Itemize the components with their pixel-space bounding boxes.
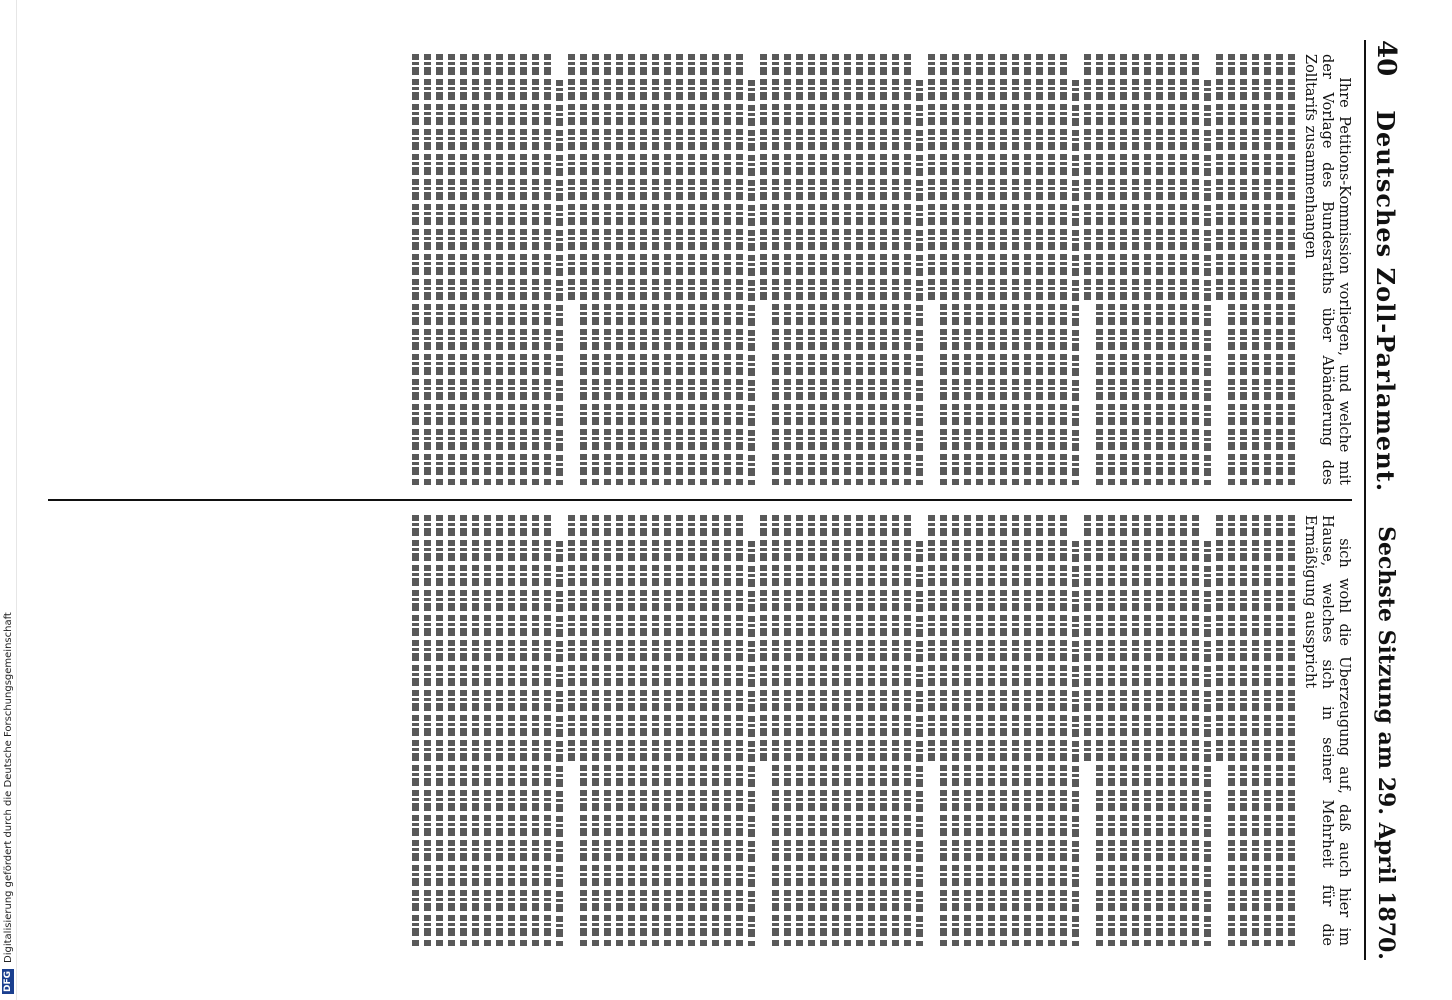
text-line — [1144, 515, 1151, 946]
text-line — [1132, 54, 1139, 485]
text-line — [904, 54, 911, 485]
text-line — [652, 54, 659, 485]
text-line — [448, 515, 455, 946]
text-line — [1288, 515, 1295, 946]
text-line — [976, 515, 983, 946]
text-line — [724, 515, 731, 946]
text-line — [796, 515, 803, 946]
text-line — [436, 54, 443, 485]
text-line — [964, 515, 971, 946]
text-line — [1264, 54, 1271, 485]
text-line — [724, 54, 731, 485]
text-line — [868, 54, 875, 485]
text-line — [1000, 515, 1007, 946]
text-line — [1048, 54, 1055, 485]
text-line — [460, 515, 467, 946]
text-line — [1156, 54, 1163, 485]
text-line — [556, 80, 563, 485]
text-line — [844, 54, 851, 485]
column-left — [48, 40, 1352, 499]
text-line — [472, 54, 479, 485]
text-line — [904, 515, 911, 946]
text-line — [1000, 54, 1007, 485]
text-line — [1288, 54, 1295, 485]
text-line — [1120, 54, 1127, 485]
text-line — [1036, 515, 1043, 946]
text-line — [1024, 515, 1031, 946]
text-line — [988, 54, 995, 485]
text-line — [448, 54, 455, 485]
text-line — [808, 54, 815, 485]
text-line — [760, 515, 767, 765]
text-line — [796, 54, 803, 485]
text-line — [1240, 54, 1247, 485]
digitization-credit-strip — [0, 0, 17, 1000]
text-line — [892, 54, 899, 485]
text-line — [412, 515, 419, 946]
text-line — [880, 515, 887, 946]
text-line — [520, 54, 527, 485]
text-line — [1084, 54, 1091, 304]
text-line — [1216, 54, 1223, 304]
text-line — [664, 54, 671, 485]
text-line — [508, 54, 515, 485]
text-line — [1276, 54, 1283, 485]
text-line — [412, 54, 419, 485]
text-line — [1108, 54, 1115, 485]
text-line — [688, 515, 695, 946]
text-line — [832, 515, 839, 946]
text-line — [856, 515, 863, 946]
text-line — [568, 54, 575, 304]
text-line — [976, 54, 983, 485]
text-line — [1096, 515, 1103, 946]
text-line — [1012, 54, 1019, 485]
text-line — [532, 54, 539, 485]
text-line — [1204, 541, 1211, 946]
text-line — [496, 515, 503, 946]
column-right — [48, 501, 1352, 960]
text-line — [1024, 54, 1031, 485]
digitization-credit-text: Digitalisierung gefördert durch die Deutsche Forschungsgemeinschaft — [2, 612, 14, 963]
text-line — [964, 54, 971, 485]
text-line — [1144, 54, 1151, 485]
text-line — [868, 515, 875, 946]
text-line — [1156, 515, 1163, 946]
text-line — [1168, 54, 1175, 485]
text-line — [988, 515, 995, 946]
text-line — [532, 515, 539, 946]
text-line — [856, 54, 863, 485]
text-line — [1276, 515, 1283, 946]
text-line — [1180, 515, 1187, 946]
text-line — [1252, 515, 1259, 946]
column-right-opening: sich wohl die Überzeugung auf, daß auch hier im Hause, welches sich in seiner Mehrheit für die Ermäßigung ausspricht — [1302, 515, 1352, 946]
rotated-page-content — [18, 0, 1452, 1000]
page-number: 40 — [1371, 40, 1401, 77]
session-date: Sechste Sitzung am 29. April 1870. — [1373, 526, 1399, 960]
text-line — [652, 515, 659, 946]
text-line — [544, 515, 551, 946]
text-line — [820, 54, 827, 485]
rotated-scan-area — [18, 0, 1452, 1000]
text-line — [1180, 54, 1187, 485]
text-line — [1228, 515, 1235, 946]
text-line — [424, 54, 431, 485]
text-line — [1072, 80, 1079, 485]
text-line — [628, 54, 635, 485]
text-line — [496, 54, 503, 485]
text-line — [616, 54, 623, 485]
text-line — [1012, 515, 1019, 946]
text-line — [436, 515, 443, 946]
text-line — [1132, 515, 1139, 946]
text-line — [556, 541, 563, 946]
text-line — [928, 515, 935, 765]
text-line — [784, 515, 791, 946]
text-line — [1252, 54, 1259, 485]
text-line — [1120, 515, 1127, 946]
text-line — [460, 54, 467, 485]
text-line — [700, 515, 707, 946]
text-line — [892, 515, 899, 946]
text-line — [1168, 515, 1175, 946]
text-line — [1048, 515, 1055, 946]
text-line — [628, 515, 635, 946]
text-line — [772, 54, 779, 485]
text-line — [688, 54, 695, 485]
text-line — [676, 515, 683, 946]
text-line — [940, 54, 947, 485]
text-line — [1192, 54, 1199, 485]
text-line — [820, 515, 827, 946]
text-line — [484, 54, 491, 485]
column-left-text-lines — [412, 54, 1295, 485]
text-line — [808, 515, 815, 946]
page-title: Deutsches Zoll-Parlament. — [1371, 110, 1401, 493]
text-line — [952, 54, 959, 485]
text-line — [1204, 80, 1211, 485]
dfg-logo: DFG — [3, 970, 13, 992]
text-line — [424, 515, 431, 946]
text-line — [484, 515, 491, 946]
text-line — [712, 515, 719, 946]
text-line — [616, 515, 623, 946]
text-line — [1264, 515, 1271, 946]
text-line — [640, 515, 647, 946]
text-line — [592, 54, 599, 485]
text-line — [736, 515, 743, 946]
text-line — [916, 541, 923, 946]
column-left-opening: Ihre Petitions-Kommission vorliegen, und welche mit der Vorlage des Bundesraths über Abänderung des Zolltarifs zusammenhangen — [1302, 54, 1352, 485]
text-line — [760, 54, 767, 304]
text-columns — [48, 40, 1352, 960]
text-line — [592, 515, 599, 946]
text-line — [604, 515, 611, 946]
text-line — [472, 515, 479, 946]
text-line — [676, 54, 683, 485]
text-line — [940, 515, 947, 946]
text-line — [1228, 54, 1235, 485]
text-line — [1240, 515, 1247, 946]
text-line — [508, 515, 515, 946]
text-line — [748, 80, 755, 485]
text-line — [736, 54, 743, 485]
text-line — [928, 54, 935, 304]
text-line — [748, 541, 755, 946]
text-line — [832, 54, 839, 485]
text-line — [580, 54, 587, 485]
digitization-credit-inner — [0, 0, 16, 1000]
running-head — [1364, 40, 1404, 960]
text-line — [880, 54, 887, 485]
text-line — [1096, 54, 1103, 485]
text-line — [1192, 515, 1199, 946]
text-line — [604, 54, 611, 485]
text-line — [664, 515, 671, 946]
text-line — [1072, 541, 1079, 946]
text-line — [520, 515, 527, 946]
text-line — [844, 515, 851, 946]
text-line — [1108, 515, 1115, 946]
text-line — [1084, 515, 1091, 765]
text-line — [700, 54, 707, 485]
text-line — [640, 54, 647, 485]
text-line — [1036, 54, 1043, 485]
text-line — [772, 515, 779, 946]
text-line — [916, 80, 923, 485]
text-line — [568, 515, 575, 765]
text-line — [1060, 515, 1067, 946]
text-line — [712, 54, 719, 485]
text-line — [1060, 54, 1067, 485]
text-line — [1216, 515, 1223, 765]
text-line — [544, 54, 551, 485]
text-line — [784, 54, 791, 485]
text-line — [580, 515, 587, 946]
text-line — [952, 515, 959, 946]
column-right-text-lines — [412, 515, 1295, 946]
